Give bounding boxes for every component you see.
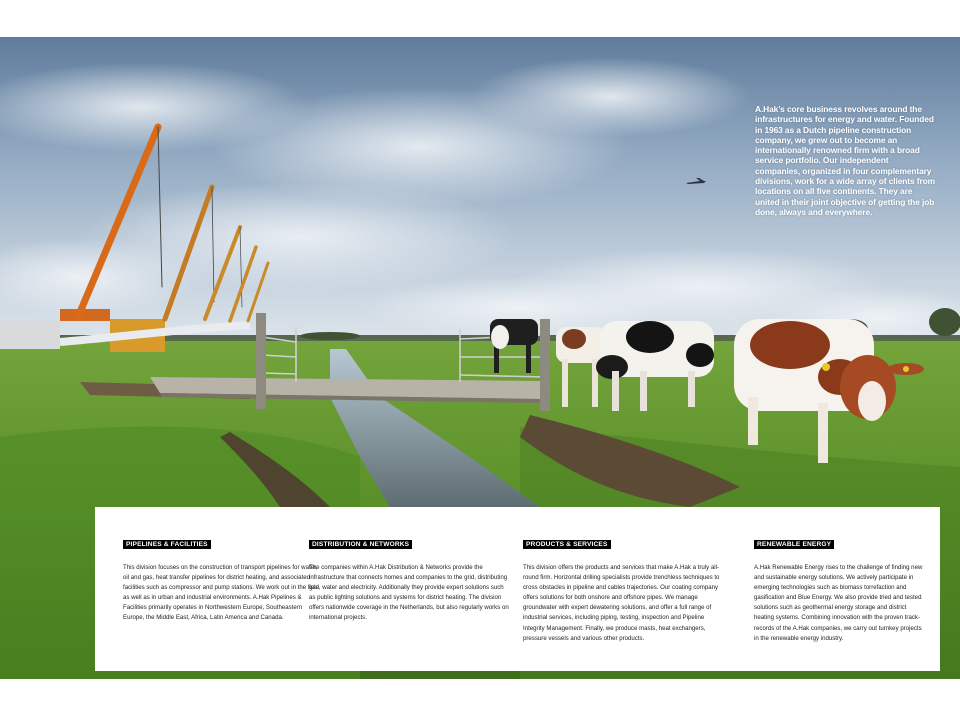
division-title: RENEWABLE ENERGY — [754, 540, 834, 549]
divisions-panel — [95, 507, 940, 671]
division-text: This division offers the products and services that make A.Hak a truly all-round firm. Horizontal drilling specialists provide trenchless techniques to cross obstacles in pipeline and cables trajectories. Our coating company offers solutions for both onshore and offshore pipes. We manage groundwater with expert dewatering solutions, and offer a full range of industrial services, including piping, testing, inspection and Pipeline Integrity Management. Finally, we produce masts, heat exchangers, pressure vessels and various other products. — [523, 564, 720, 642]
division-text: This division focuses on the construction of transport pipelines for water, oil and gas, heat transfer pipelines for district heating, and associated facilities such as compressor and pump stations. We work out in the field as well as in urban and industrial environments. A.Hak Pipelines & Facilities primarily operates in Northwestern Europe, Southeastern Europe, the Middle East, Africa, Latin America and Canada. — [123, 564, 319, 622]
division-title: DISTRIBUTION & NETWORKS — [309, 540, 412, 549]
division-distribution-networks — [309, 533, 509, 624]
intro-paragraph: A.Hak’s core business revolves around the infrastructures for energy and water. Founded in 1963 as a Dutch pipeline construction company, we grew out to become an internationally renowned firm with a broad service portfolio. Our independent companies, organized in four complementary divisions, work for a wide array of clients from locations on all five continents. They are united in their joint objective of getting the job done, always and everywhere. — [755, 104, 935, 217]
division-products-services — [523, 533, 723, 644]
division-renewable-energy — [754, 533, 926, 644]
division-title: PIPELINES & FACILITIES — [123, 540, 211, 549]
division-pipelines-facilities — [123, 533, 323, 624]
division-text: A.Hak Renewable Energy rises to the challenge of finding new and sustainable energy solutions. We actively participate in emerging technologies such as biomass torrefaction and gasification and Blue Energy. We also provide tried and tested solutions such as geothermal energy storage and district heating systems. Combining innovation with the proven track-records of the A.Hak companies, we carry out turnkey projects in the renewable energy industry. — [754, 564, 923, 642]
division-text: The companies within A.Hak Distribution & Networks provide the infrastructure that connects homes and companies to the grid, distributing gas, water and electricity. Additionally they provide expert solutions such as public lighting solutions and systems for district heating. The division offers nationwide coverage in the Netherlands, but also regularly works on international projects. — [309, 564, 509, 622]
division-title: PRODUCTS & SERVICES — [523, 540, 611, 549]
brochure-spread — [0, 37, 960, 679]
